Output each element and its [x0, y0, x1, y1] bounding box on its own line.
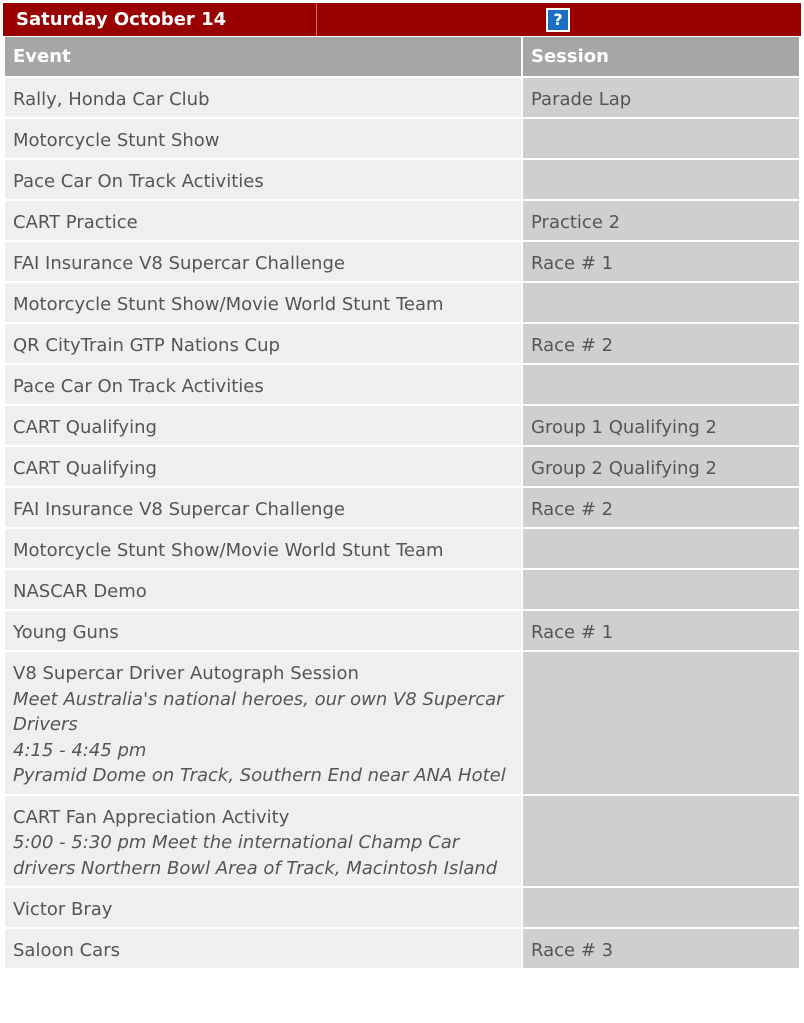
table-row — [5, 570, 799, 611]
table-row — [5, 119, 799, 160]
date-header — [3, 3, 801, 36]
table-row — [5, 201, 799, 242]
session-cell: Group 1 Qualifying 2 — [521, 406, 799, 447]
table-row — [5, 365, 799, 406]
session-cell — [521, 652, 799, 796]
session-cell — [521, 570, 799, 611]
event-name: CART Qualifying — [13, 417, 157, 438]
session-cell — [521, 365, 799, 406]
event-cell — [5, 201, 521, 242]
session-cell: Race # 3 — [521, 929, 799, 970]
event-name: QR CityTrain GTP Nations Cup — [13, 335, 280, 356]
session-cell: Race # 2 — [521, 324, 799, 365]
table-row — [5, 283, 799, 324]
event-cell — [5, 365, 521, 406]
session-column-header: Session — [521, 37, 799, 78]
event-name: Motorcycle Stunt Show/Movie World Stunt Team — [13, 294, 444, 315]
event-name: CART Fan Appreciation Activity — [13, 806, 290, 828]
session-cell — [521, 888, 799, 929]
event-cell — [5, 242, 521, 283]
event-cell — [5, 78, 521, 119]
table-row — [5, 488, 799, 529]
event-cell — [5, 119, 521, 160]
event-name: CART Practice — [13, 212, 138, 233]
event-name: Pace Car On Track Activities — [13, 171, 264, 192]
session-cell — [521, 796, 799, 889]
table-row — [5, 796, 799, 889]
event-cell — [5, 324, 521, 365]
date-title: Saturday October 14 — [3, 3, 317, 36]
event-name: V8 Supercar Driver Autograph Session — [13, 663, 359, 684]
event-name: Rally, Honda Car Club — [13, 89, 210, 110]
event-cell — [5, 929, 521, 970]
help-icon[interactable]: ? — [546, 8, 570, 32]
table-row — [5, 929, 799, 970]
event-name: Motorcycle Stunt Show — [13, 130, 220, 151]
event-name: Saloon Cars — [13, 940, 120, 961]
session-cell — [521, 160, 799, 201]
event-detail: Meet Australia's national heroes, our own V8 Supercar Drivers — [13, 688, 504, 735]
table-header-row — [5, 37, 799, 78]
session-cell: Race # 1 — [521, 611, 799, 652]
session-cell — [521, 119, 799, 160]
event-name: Victor Bray — [13, 899, 113, 920]
session-cell: Group 2 Qualifying 2 — [521, 447, 799, 488]
table-row — [5, 888, 799, 929]
event-detail: Pyramid Dome on Track, Southern End near ANA Hotel — [13, 765, 506, 786]
table-row — [5, 611, 799, 652]
event-column-header: Event — [5, 37, 521, 78]
schedule-table — [5, 37, 799, 970]
event-detail: 5:00 - 5:30 pm Meet the international Champ Car drivers Northern Bowl Area of Track, Macintosh Island — [13, 832, 498, 879]
table-row — [5, 78, 799, 119]
event-name: FAI Insurance V8 Supercar Challenge — [13, 253, 345, 274]
table-row — [5, 242, 799, 283]
event-name: Young Guns — [13, 622, 119, 643]
event-name: FAI Insurance V8 Supercar Challenge — [13, 499, 345, 520]
session-cell: Practice 2 — [521, 201, 799, 242]
session-cell: Race # 1 — [521, 242, 799, 283]
event-cell — [5, 796, 521, 889]
session-cell — [521, 283, 799, 324]
event-cell — [5, 652, 521, 796]
table-row — [5, 324, 799, 365]
table-row — [5, 160, 799, 201]
event-detail: 4:15 - 4:45 pm — [13, 739, 147, 761]
event-name: NASCAR Demo — [13, 581, 147, 602]
schedule-rows — [5, 78, 799, 970]
table-row — [5, 447, 799, 488]
session-cell: Race # 2 — [521, 488, 799, 529]
event-cell — [5, 888, 521, 929]
event-name: CART Qualifying — [13, 458, 157, 479]
event-cell — [5, 283, 521, 324]
table-row — [5, 652, 799, 796]
table-row — [5, 529, 799, 570]
table-row — [5, 406, 799, 447]
event-cell — [5, 611, 521, 652]
session-cell — [521, 529, 799, 570]
event-cell — [5, 447, 521, 488]
event-cell — [5, 488, 521, 529]
event-name: Motorcycle Stunt Show/Movie World Stunt Team — [13, 540, 444, 561]
event-name: Pace Car On Track Activities — [13, 376, 264, 397]
event-cell — [5, 406, 521, 447]
session-cell: Parade Lap — [521, 78, 799, 119]
event-cell — [5, 160, 521, 201]
event-cell — [5, 529, 521, 570]
event-cell — [5, 570, 521, 611]
